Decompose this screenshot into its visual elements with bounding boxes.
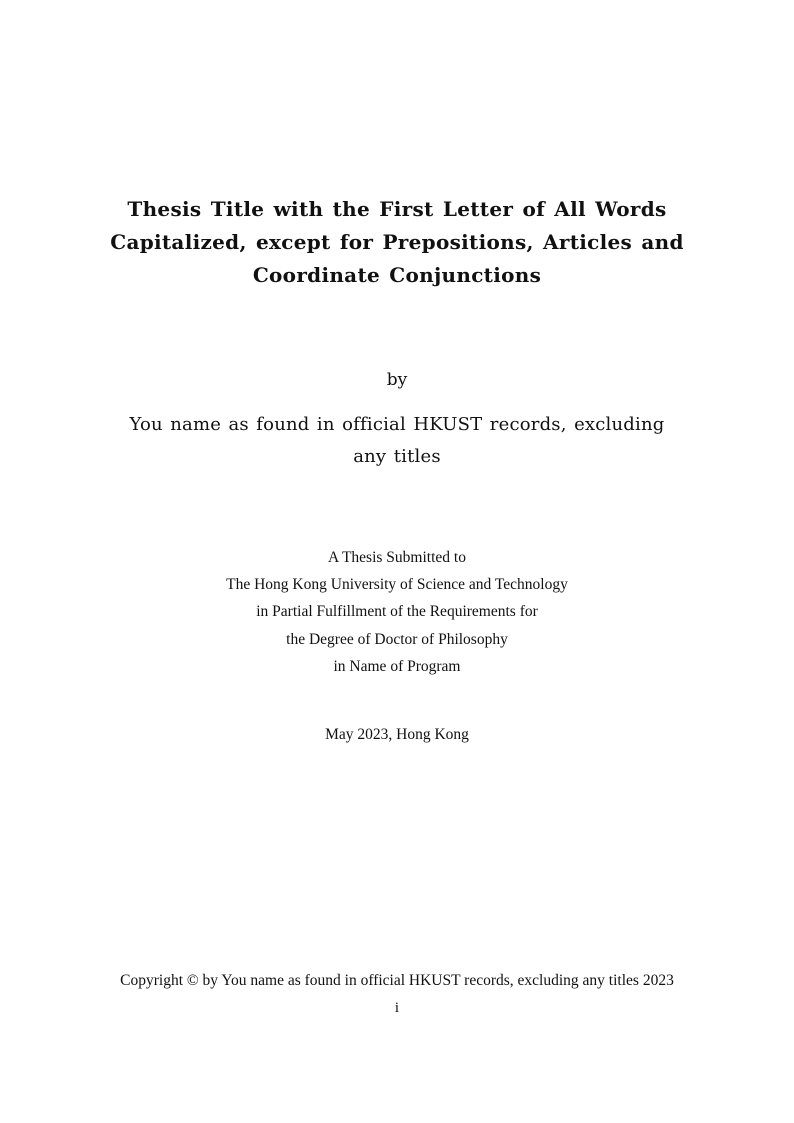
copyright-notice: Copyright © by You name as found in official HKUST records, excluding any titles 2023 [120, 972, 674, 989]
thesis-title-line-2: Capitalized, except for Prepositions, Articles and [110, 230, 684, 254]
author-name-line-1: You name as found in official HKUST records, excluding [129, 414, 665, 435]
author-name [77, 409, 717, 473]
byline: by [386, 370, 408, 390]
submission-line-5: in Name of Program [333, 657, 461, 675]
submission-line-1: A Thesis Submitted to [328, 549, 466, 566]
thesis-title [77, 193, 717, 292]
submission-line-4: the Degree of Doctor of Philosophy [286, 630, 508, 648]
page-number: i [394, 1000, 400, 1016]
author-name-line-2: any titles [353, 446, 441, 467]
submission-statement [77, 544, 717, 680]
submission-line-2: The Hong Kong University of Science and Technology [226, 576, 568, 594]
submission-line-3: in Partial Fulfillment of the Requirements for [256, 603, 538, 621]
date-location: May 2023, Hong Kong [325, 726, 469, 743]
thesis-title-line-3: Coordinate Conjunctions [252, 263, 542, 287]
thesis-title-line-1: Thesis Title with the First Letter of All Words [127, 197, 667, 221]
